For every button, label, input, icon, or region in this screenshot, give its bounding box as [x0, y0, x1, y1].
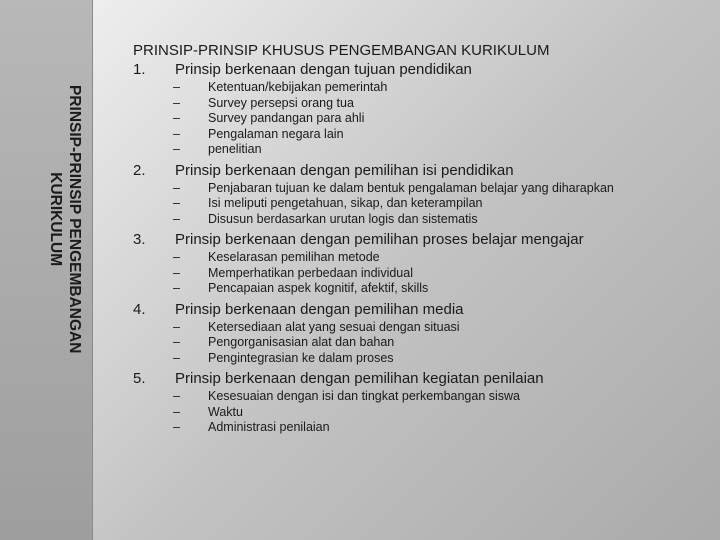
principles-list [133, 60, 708, 436]
principle-items [133, 80, 708, 158]
principle-heading-text: Prinsip berkenaan dengan tujuan pendidikan [175, 61, 472, 78]
dash-bullet: – [173, 250, 180, 264]
list-item-text: Pengintegrasian ke dalam proses [208, 350, 394, 365]
dash-bullet: – [173, 111, 180, 125]
list-item [133, 335, 708, 351]
list-item [133, 196, 708, 212]
dash-bullet: – [173, 211, 180, 226]
vertical-title-line-2: KURIKULUM [47, 172, 64, 267]
principle-heading-text: Prinsip berkenaan dengan pemilihan media [175, 300, 464, 318]
principle-heading [133, 369, 708, 388]
list-item [133, 80, 708, 96]
dash-bullet: – [173, 420, 180, 434]
dash-bullet: – [173, 389, 180, 403]
list-item-text: Keselarasan pemilihan metode [208, 250, 380, 264]
list-item-text: Pencapaian aspek kognitif, afektif, skills [208, 281, 429, 295]
dash-bullet: – [173, 196, 180, 210]
principle-number: 2. [133, 161, 146, 179]
list-item-text: Administrasi penilaian [208, 420, 330, 434]
list-item-text: Pengorganisasian alat dan bahan [208, 335, 395, 349]
slide-content [133, 42, 708, 436]
dash-bullet: – [173, 95, 180, 110]
list-item [133, 212, 708, 228]
principle-heading-text: Prinsip berkenaan dengan pemilihan isi pendidikan [175, 161, 514, 179]
principle-section [133, 161, 708, 231]
list-item [133, 127, 708, 143]
principle-items [133, 181, 708, 228]
dash-bullet: – [173, 281, 180, 295]
dash-bullet: – [173, 126, 180, 141]
principle-heading [133, 300, 708, 319]
list-item [133, 266, 708, 282]
principle-items [133, 389, 708, 436]
list-item-text: Pengalaman negara lain [208, 126, 344, 141]
principle-heading [133, 161, 708, 180]
principle-number: 5. [133, 370, 146, 387]
principle-number: 4. [133, 300, 146, 318]
principle-items [133, 320, 708, 367]
list-item [133, 181, 708, 197]
list-item [133, 351, 708, 367]
principle-items [133, 250, 708, 297]
principle-section [133, 230, 708, 300]
dash-bullet: – [173, 319, 180, 334]
dash-bullet: – [173, 335, 180, 349]
list-item-text: Memperhatikan perbedaan individual [208, 265, 413, 280]
list-item [133, 250, 708, 266]
list-item-text: Kesesuaian dengan isi dan tingkat perkembangan siswa [208, 389, 521, 403]
list-item-text: Survey pandangan para ahli [208, 111, 365, 125]
list-item-text: Ketentuan/kebijakan pemerintah [208, 80, 388, 94]
list-item-text: penelitian [208, 142, 262, 156]
list-item-text: Disusun berdasarkan urutan logis dan sistematis [208, 211, 478, 226]
principle-section [133, 300, 708, 370]
dash-bullet: – [173, 265, 180, 280]
list-item-text: Isi meliputi pengetahuan, sikap, dan keterampilan [208, 196, 483, 210]
principle-section [133, 369, 708, 436]
list-item-text: Penjabaran tujuan ke dalam bentuk pengalaman belajar yang diharapkan [208, 180, 614, 195]
list-item [133, 320, 708, 336]
slide-title: PRINSIP-PRINSIP KHUSUS PENGEMBANGAN KURIKULUM [133, 42, 550, 59]
list-item-text: Ketersediaan alat yang sesuai dengan situasi [208, 319, 460, 334]
list-item-text: Survey persepsi orang tua [208, 95, 354, 110]
principle-number: 1. [133, 61, 146, 78]
list-item [133, 281, 708, 297]
dash-bullet: – [173, 350, 180, 365]
list-item [133, 96, 708, 112]
principle-heading-text: Prinsip berkenaan dengan pemilihan kegiatan penilaian [175, 370, 544, 387]
vertical-title [46, 85, 84, 353]
dash-bullet: – [173, 142, 180, 156]
principle-heading [133, 60, 708, 79]
list-item-text: Waktu [208, 404, 243, 419]
principle-number: 3. [133, 231, 146, 248]
dash-bullet: – [173, 404, 180, 419]
list-item [133, 405, 708, 421]
sidebar-divider [92, 0, 93, 540]
list-item [133, 389, 708, 405]
principle-heading [133, 230, 708, 249]
dash-bullet: – [173, 80, 180, 94]
list-item [133, 420, 708, 436]
list-item [133, 111, 708, 127]
dash-bullet: – [173, 180, 180, 195]
list-item [133, 142, 708, 158]
principle-heading-text: Prinsip berkenaan dengan pemilihan proses belajar mengajar [175, 231, 584, 248]
vertical-title-line-1: PRINSIP-PRINSIP PENGEMBANGAN [66, 85, 83, 354]
principle-section [133, 60, 708, 161]
